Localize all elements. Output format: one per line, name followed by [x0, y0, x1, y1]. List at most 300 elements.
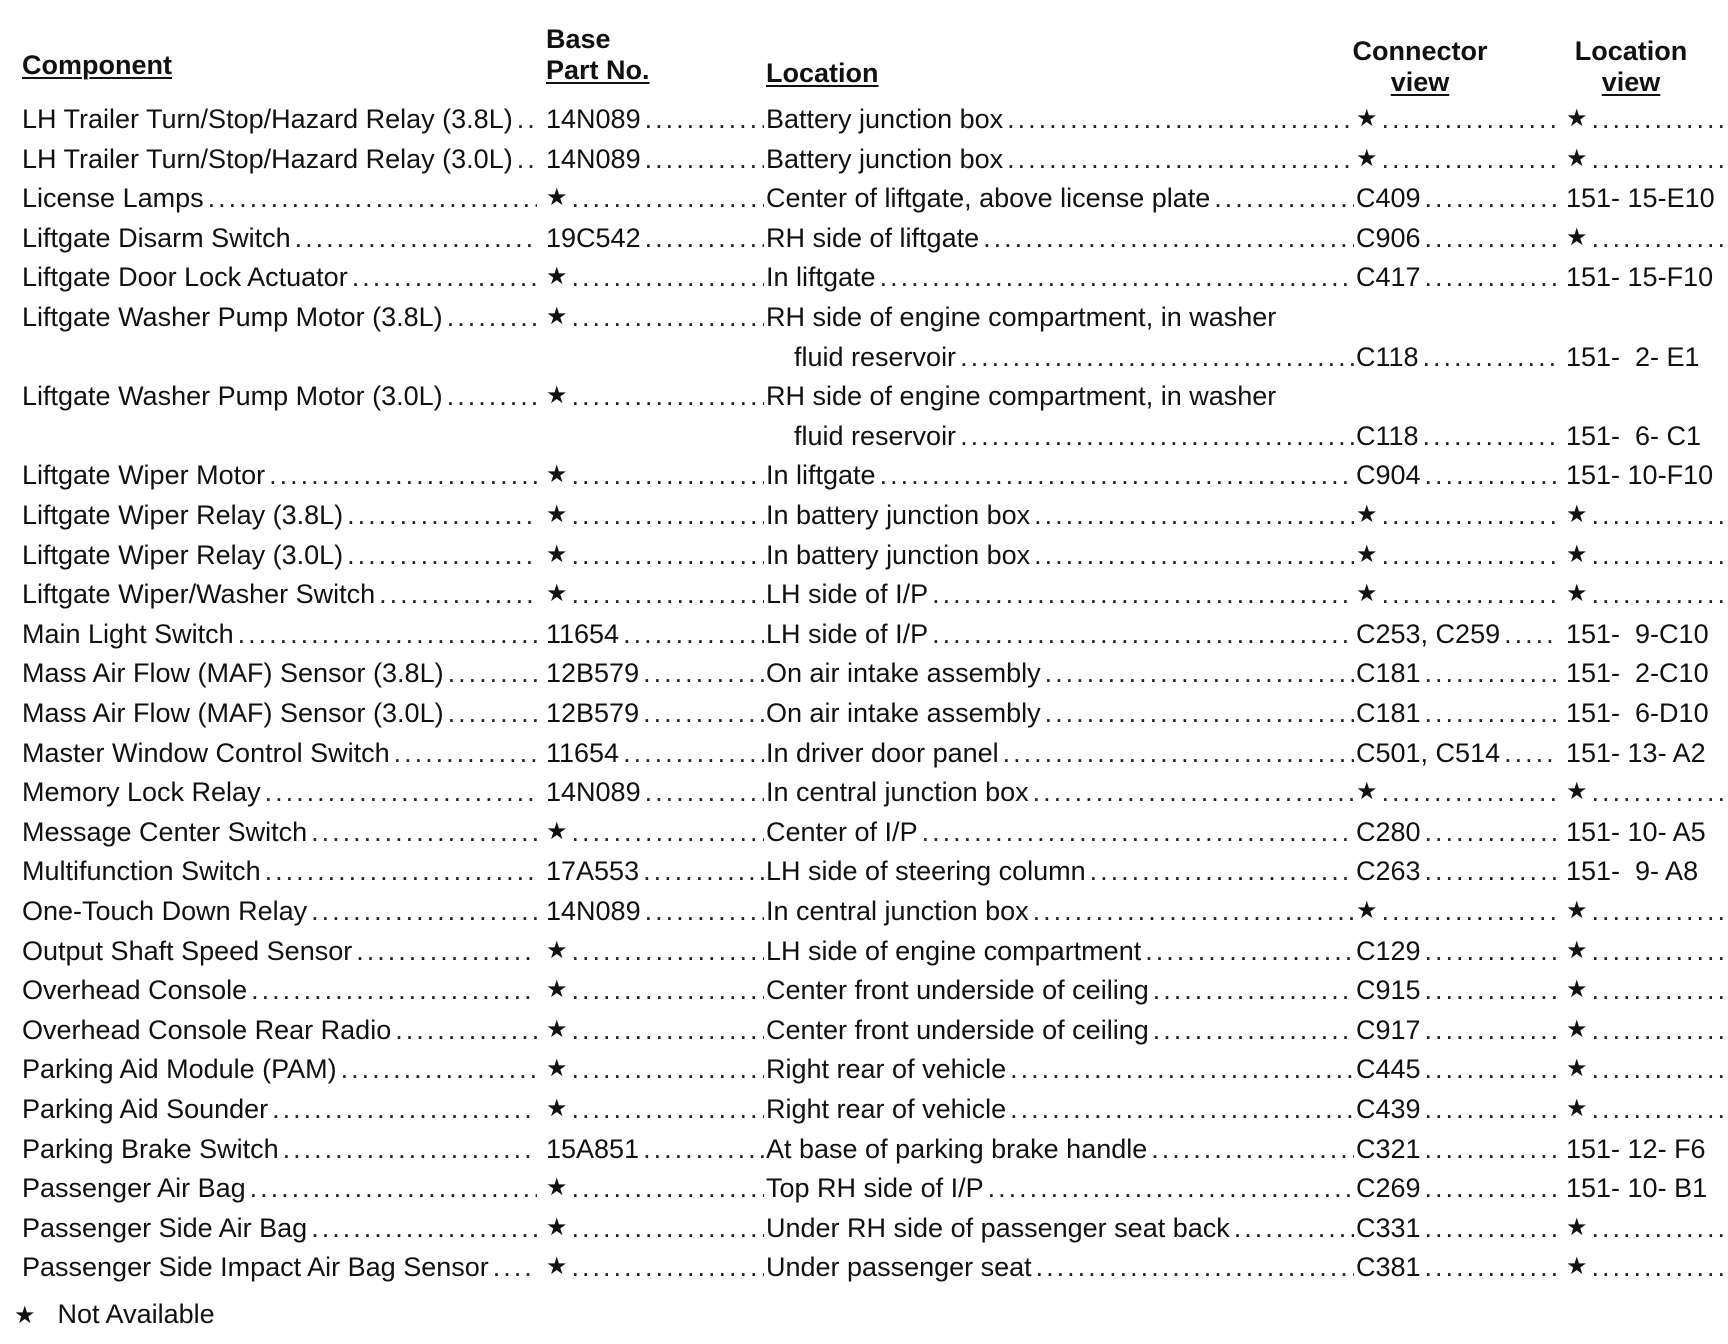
location-view: 151- 9- A8 — [1566, 856, 1699, 887]
dot-leader — [1421, 1010, 1556, 1050]
table-row — [0, 851, 1728, 891]
component-name: Output Shaft Speed Sensor — [22, 935, 353, 966]
location-text: Top RH side of I/P — [766, 1173, 984, 1204]
component-name-cell — [22, 455, 537, 495]
dot-leader — [261, 772, 537, 812]
dot-leader — [1421, 257, 1556, 297]
connector-view-cell — [1356, 257, 1556, 297]
table-row — [0, 1247, 1728, 1287]
dot-leader — [307, 891, 537, 931]
dot-leader — [619, 733, 764, 773]
component-name-cell — [22, 1049, 537, 1089]
star-icon: ★ — [546, 1015, 568, 1043]
connector-view-cell — [1356, 455, 1556, 495]
star-icon: ★ — [1566, 1095, 1588, 1122]
table-row — [0, 970, 1728, 1010]
connector-view-cell — [1356, 614, 1556, 654]
dot-leader — [1006, 1089, 1354, 1129]
table-row — [0, 733, 1728, 773]
dot-leader — [568, 495, 764, 535]
location-text-cell — [766, 535, 1354, 575]
dot-leader — [639, 851, 764, 891]
location-view: 151- 2-C10 — [1566, 658, 1709, 689]
dot-leader — [1006, 1049, 1354, 1089]
location-view-cell — [1566, 178, 1724, 218]
dot-leader — [956, 416, 1354, 456]
dot-leader — [1421, 1049, 1556, 1089]
location-text-cell — [766, 1208, 1354, 1248]
dot-leader — [1147, 1129, 1354, 1169]
base-part-number-cell — [546, 733, 764, 773]
star-icon: ★ — [1566, 223, 1588, 251]
star-icon: ★ — [546, 817, 568, 845]
location-view-cell — [1566, 1168, 1724, 1208]
dot-leader — [568, 376, 764, 416]
table-row — [0, 1049, 1728, 1089]
base-part-number: 14N089 — [546, 104, 641, 134]
dot-leader — [1421, 178, 1556, 218]
location-text-cell — [766, 1010, 1354, 1050]
dot-leader — [1149, 1010, 1354, 1050]
table-row — [0, 574, 1728, 614]
connector-view-cell — [1356, 653, 1556, 693]
dot-leader — [513, 99, 537, 139]
location-text: In central junction box — [766, 777, 1029, 808]
component-name-cell — [22, 693, 537, 733]
star-icon: ★ — [14, 1302, 36, 1329]
dot-leader — [1378, 139, 1556, 179]
dot-leader — [1588, 139, 1724, 179]
location-text-cell — [766, 614, 1354, 654]
component-name-cell — [22, 1010, 537, 1050]
base-part-number-cell — [546, 772, 764, 812]
star-icon: ★ — [1566, 778, 1588, 806]
location-text: LH side of engine compartment — [766, 935, 1142, 966]
dot-leader — [1421, 812, 1556, 852]
table-row — [0, 1010, 1728, 1050]
component-name-cell — [22, 535, 537, 575]
location-text: Center front underside of ceiling — [766, 975, 1149, 1006]
connector-view-cell — [1356, 1208, 1556, 1248]
table-row — [0, 535, 1728, 575]
location-view: 151- 15-E10 — [1566, 183, 1715, 214]
component-name-cell — [22, 772, 537, 812]
base-part-number-cell — [546, 495, 764, 535]
base-part-number: 19C542 — [546, 222, 641, 253]
location-text-continued: fluid reservoir — [794, 341, 957, 372]
component-name-cell — [22, 1247, 537, 1287]
location-text: Center front underside of ceiling — [766, 1014, 1149, 1045]
dot-leader — [1419, 416, 1556, 456]
dot-leader — [1421, 970, 1556, 1010]
connector-view-cell — [1356, 772, 1556, 812]
connector-view-cell — [1356, 416, 1556, 456]
dot-leader — [375, 574, 537, 614]
dot-leader — [1421, 653, 1556, 693]
connector-view-cell — [1356, 1129, 1556, 1169]
location-text: LH side of steering column — [766, 856, 1086, 887]
base-part-number-cell — [546, 812, 764, 852]
dot-leader — [268, 1089, 537, 1129]
header-location: Location — [766, 58, 879, 88]
location-view-cell — [1566, 614, 1724, 654]
component-name-cell — [22, 139, 537, 179]
dot-leader — [876, 455, 1354, 495]
component-name: License Lamps — [22, 183, 204, 214]
location-text: On air intake assembly — [766, 698, 1041, 728]
dot-leader — [1421, 1129, 1556, 1169]
star-icon: ★ — [546, 501, 568, 528]
star-icon: ★ — [1566, 1213, 1588, 1241]
header-component: Component — [22, 50, 172, 80]
table-row — [0, 139, 1728, 179]
base-part-number: 14N089 — [546, 777, 641, 808]
location-text: RH side of engine compartment, in washer — [766, 302, 1277, 332]
component-name: Message Center Switch — [22, 816, 308, 847]
location-text-cell — [766, 257, 1354, 297]
dot-leader — [1378, 772, 1556, 812]
dot-leader — [1378, 99, 1556, 139]
dot-leader — [1421, 1208, 1556, 1248]
location-text-cell — [766, 1129, 1354, 1169]
connector-view: C321 — [1356, 1133, 1421, 1164]
location-view-cell — [1566, 99, 1724, 139]
connector-view: C280 — [1356, 816, 1421, 847]
dot-leader — [568, 970, 764, 1010]
location-text-cell — [766, 653, 1354, 693]
base-part-number: 14N089 — [546, 143, 641, 174]
dot-leader — [639, 693, 764, 733]
table-row — [0, 931, 1728, 971]
dot-leader — [979, 218, 1354, 258]
base-part-number: 15A851 — [546, 1133, 640, 1164]
table-row — [0, 218, 1728, 258]
component-name-cell — [22, 178, 537, 218]
location-text: Center of I/P — [766, 816, 918, 847]
location-text: In central junction box — [766, 896, 1029, 926]
location-text-cell — [766, 733, 1354, 773]
base-part-number: 11654 — [546, 737, 620, 768]
component-name: Passenger Side Air Bag — [22, 1212, 308, 1243]
dot-leader — [1588, 218, 1724, 258]
location-view-cell — [1566, 1247, 1724, 1287]
connector-view-cell — [1356, 733, 1556, 773]
base-part-number-cell — [546, 139, 764, 179]
star-icon: ★ — [546, 382, 568, 410]
connector-view: C417 — [1356, 262, 1421, 293]
dot-leader — [1041, 693, 1354, 733]
component-name: Liftgate Door Lock Actuator — [22, 262, 348, 293]
dot-leader — [876, 257, 1354, 297]
star-icon: ★ — [1566, 580, 1588, 608]
connector-view-cell — [1356, 218, 1556, 258]
dot-leader — [639, 1129, 764, 1169]
dot-leader — [1029, 891, 1354, 931]
star-icon: ★ — [1566, 936, 1588, 964]
star-icon: ★ — [546, 1213, 568, 1241]
component-name: Overhead Console Rear Radio — [22, 1014, 392, 1045]
dot-leader — [1003, 139, 1354, 179]
dot-leader — [918, 812, 1354, 852]
component-name-cell — [22, 653, 537, 693]
dot-leader — [568, 178, 764, 218]
location-text: In driver door panel — [766, 737, 999, 768]
component-name: Overhead Console — [22, 975, 248, 1006]
dot-leader — [348, 257, 537, 297]
dot-leader — [246, 1168, 537, 1208]
dot-leader — [1378, 574, 1556, 614]
dot-leader — [1588, 495, 1724, 535]
table-row — [0, 178, 1728, 218]
component-name-cell — [22, 574, 537, 614]
location-view-cell — [1566, 535, 1724, 575]
table-row — [0, 1168, 1728, 1208]
location-view-cell — [1566, 1129, 1724, 1169]
component-name: Liftgate Washer Pump Motor (3.8L) — [22, 302, 443, 332]
dot-leader — [1086, 851, 1354, 891]
base-part-number-cell — [546, 1089, 764, 1129]
connector-view-cell — [1356, 970, 1556, 1010]
component-name-cell — [22, 733, 537, 773]
location-view-cell — [1566, 416, 1724, 456]
star-icon: ★ — [546, 540, 568, 568]
location-view-cell — [1566, 1089, 1724, 1129]
location-view: 151- 9-C10 — [1566, 618, 1709, 649]
connector-view-cell — [1356, 139, 1556, 179]
dot-leader — [1421, 931, 1556, 971]
location-view-cell — [1566, 1049, 1724, 1089]
location-text-continued-cell — [766, 337, 1354, 377]
location-text: In battery junction box — [766, 539, 1031, 570]
location-text-cell — [766, 297, 1354, 337]
table-row — [0, 653, 1728, 693]
component-name: Liftgate Washer Pump Motor (3.0L) — [22, 381, 443, 412]
base-part-number-cell — [546, 574, 764, 614]
location-view-cell — [1566, 851, 1724, 891]
dot-leader — [1588, 574, 1724, 614]
dot-leader — [343, 495, 537, 535]
dot-leader — [444, 653, 537, 693]
star-icon: ★ — [1566, 501, 1588, 528]
star-icon: ★ — [546, 1095, 568, 1122]
dot-leader — [999, 733, 1354, 773]
location-view-cell — [1566, 1208, 1724, 1248]
location-text-cell — [766, 1168, 1354, 1208]
dot-leader — [1588, 535, 1724, 575]
location-text: Under RH side of passenger seat back — [766, 1212, 1230, 1243]
dot-leader — [444, 693, 537, 733]
dot-leader — [984, 1168, 1354, 1208]
star-icon: ★ — [1356, 501, 1378, 528]
table-row-continuation — [0, 337, 1728, 377]
location-text-cell — [766, 574, 1354, 614]
table-row — [0, 772, 1728, 812]
location-text-cell — [766, 455, 1354, 495]
component-name: LH Trailer Turn/Stop/Hazard Relay (3.8L) — [22, 104, 513, 134]
dot-leader — [1003, 99, 1354, 139]
component-name: Liftgate Wiper Relay (3.8L) — [22, 500, 344, 530]
component-name: Mass Air Flow (MAF) Sensor (3.0L) — [22, 698, 444, 728]
location-text: Right rear of vehicle — [766, 1054, 1007, 1085]
location-text: LH side of I/P — [766, 618, 929, 649]
dot-leader — [352, 931, 537, 971]
dot-leader — [1041, 653, 1354, 693]
dot-leader — [1030, 495, 1354, 535]
dot-leader — [513, 139, 537, 179]
location-text: Battery junction box — [766, 143, 1004, 174]
component-name-cell — [22, 1129, 537, 1169]
star-icon: ★ — [546, 976, 568, 1004]
base-part-number-cell — [546, 614, 764, 654]
table-row-continuation — [0, 416, 1728, 456]
component-name-cell — [22, 931, 537, 971]
location-text: Right rear of vehicle — [766, 1094, 1007, 1124]
location-text-cell — [766, 1049, 1354, 1089]
dot-leader — [568, 535, 764, 575]
dot-leader — [641, 891, 764, 931]
location-view-cell — [1566, 733, 1724, 773]
dot-leader — [443, 297, 537, 337]
base-part-number-cell — [546, 218, 764, 258]
star-icon: ★ — [1356, 778, 1378, 806]
star-icon: ★ — [546, 461, 568, 489]
location-text: Under passenger seat — [766, 1252, 1032, 1283]
connector-view: C181 — [1356, 698, 1421, 728]
dot-leader — [928, 574, 1354, 614]
dot-leader — [1378, 891, 1556, 931]
connector-view: C181 — [1356, 658, 1421, 689]
star-icon: ★ — [1356, 897, 1378, 924]
star-icon: ★ — [1566, 976, 1588, 1004]
table-row — [0, 693, 1728, 733]
location-view: 151- 13- A2 — [1566, 737, 1706, 768]
dot-leader — [1378, 495, 1556, 535]
location-view-cell — [1566, 772, 1724, 812]
table-row — [0, 1089, 1728, 1129]
dot-leader — [1030, 535, 1354, 575]
dot-leader — [1588, 99, 1724, 139]
dot-leader — [261, 851, 537, 891]
dot-leader — [489, 1247, 537, 1287]
connector-view-cell — [1356, 1089, 1556, 1129]
dot-leader — [1588, 931, 1724, 971]
connector-view-cell — [1356, 99, 1556, 139]
star-icon: ★ — [546, 184, 568, 212]
connector-view: C118 — [1356, 420, 1419, 451]
header-location-view-line2: view — [1601, 67, 1661, 97]
location-text: LH side of I/P — [766, 579, 929, 610]
location-text-cell — [766, 931, 1354, 971]
component-name: Memory Lock Relay — [22, 777, 261, 808]
dot-leader — [928, 614, 1354, 654]
dot-leader — [1500, 733, 1556, 773]
dot-leader — [1419, 337, 1556, 377]
star-icon: ★ — [546, 263, 568, 291]
dot-leader — [1032, 1247, 1354, 1287]
location-view: 151- 15-F10 — [1566, 262, 1714, 293]
dot-leader — [443, 376, 537, 416]
table-row — [0, 614, 1728, 654]
component-name-cell — [22, 812, 537, 852]
connector-view-cell — [1356, 891, 1556, 931]
dot-leader — [1588, 1208, 1724, 1248]
connector-view: C381 — [1356, 1252, 1421, 1283]
component-name-cell — [22, 257, 537, 297]
dot-leader — [1500, 614, 1556, 654]
component-name-cell — [22, 851, 537, 891]
dot-leader — [1378, 535, 1556, 575]
location-view-cell — [1566, 1010, 1724, 1050]
location-view-cell — [1566, 574, 1724, 614]
location-text: In liftgate — [766, 262, 876, 293]
connector-view-cell — [1356, 574, 1556, 614]
base-part-number-cell — [546, 653, 764, 693]
table-row — [0, 376, 1728, 416]
star-icon: ★ — [546, 1253, 568, 1281]
component-name: Multifunction Switch — [22, 856, 261, 887]
star-icon: ★ — [1356, 144, 1378, 172]
component-name-cell — [22, 614, 537, 654]
component-name: Liftgate Wiper Motor — [22, 460, 266, 491]
location-text-cell — [766, 1247, 1354, 1287]
connector-view: C906 — [1356, 222, 1421, 253]
connector-view-cell — [1356, 1168, 1556, 1208]
location-text-continued-cell — [766, 416, 1354, 456]
component-name: LH Trailer Turn/Stop/Hazard Relay (3.0L) — [22, 143, 513, 174]
component-name: Passenger Side Impact Air Bag Sensor — [22, 1252, 489, 1283]
star-icon: ★ — [1566, 105, 1588, 132]
location-text-cell — [766, 495, 1354, 535]
location-text: In battery junction box — [766, 500, 1031, 530]
star-icon: ★ — [1566, 1055, 1588, 1083]
dot-leader — [307, 812, 537, 852]
dot-leader — [307, 1208, 537, 1248]
connector-view-cell — [1356, 337, 1556, 377]
location-text-cell — [766, 376, 1354, 416]
location-view-cell — [1566, 495, 1724, 535]
component-name: Parking Aid Module (PAM) — [22, 1054, 337, 1085]
location-text-cell — [766, 812, 1354, 852]
dot-leader — [337, 1049, 537, 1089]
star-icon: ★ — [546, 1055, 568, 1083]
star-icon: ★ — [1566, 1253, 1588, 1281]
location-view: 151- 12- F6 — [1566, 1133, 1706, 1164]
base-part-number-cell — [546, 1208, 764, 1248]
base-part-number-cell — [546, 1049, 764, 1089]
location-text-continued: fluid reservoir — [794, 420, 957, 451]
table-row — [0, 891, 1728, 931]
base-part-number-cell — [546, 178, 764, 218]
star-icon: ★ — [546, 1174, 568, 1202]
dot-leader — [291, 218, 537, 258]
base-part-number: 12B579 — [546, 658, 640, 689]
location-text-cell — [766, 139, 1354, 179]
star-icon: ★ — [546, 303, 568, 330]
location-text: At base of parking brake handle — [766, 1133, 1148, 1164]
component-name: Liftgate Disarm Switch — [22, 222, 291, 253]
dot-leader — [568, 574, 764, 614]
location-view-cell — [1566, 218, 1724, 258]
location-view-cell — [1566, 653, 1724, 693]
table-row — [0, 455, 1728, 495]
dot-leader — [641, 772, 764, 812]
base-part-number-cell — [546, 851, 764, 891]
location-view-cell — [1566, 337, 1724, 377]
dot-leader — [1588, 891, 1724, 931]
component-name: Passenger Air Bag — [22, 1173, 246, 1204]
header-connector-line1: Connector — [1352, 36, 1488, 66]
header-connector-line2: view — [1390, 67, 1450, 97]
